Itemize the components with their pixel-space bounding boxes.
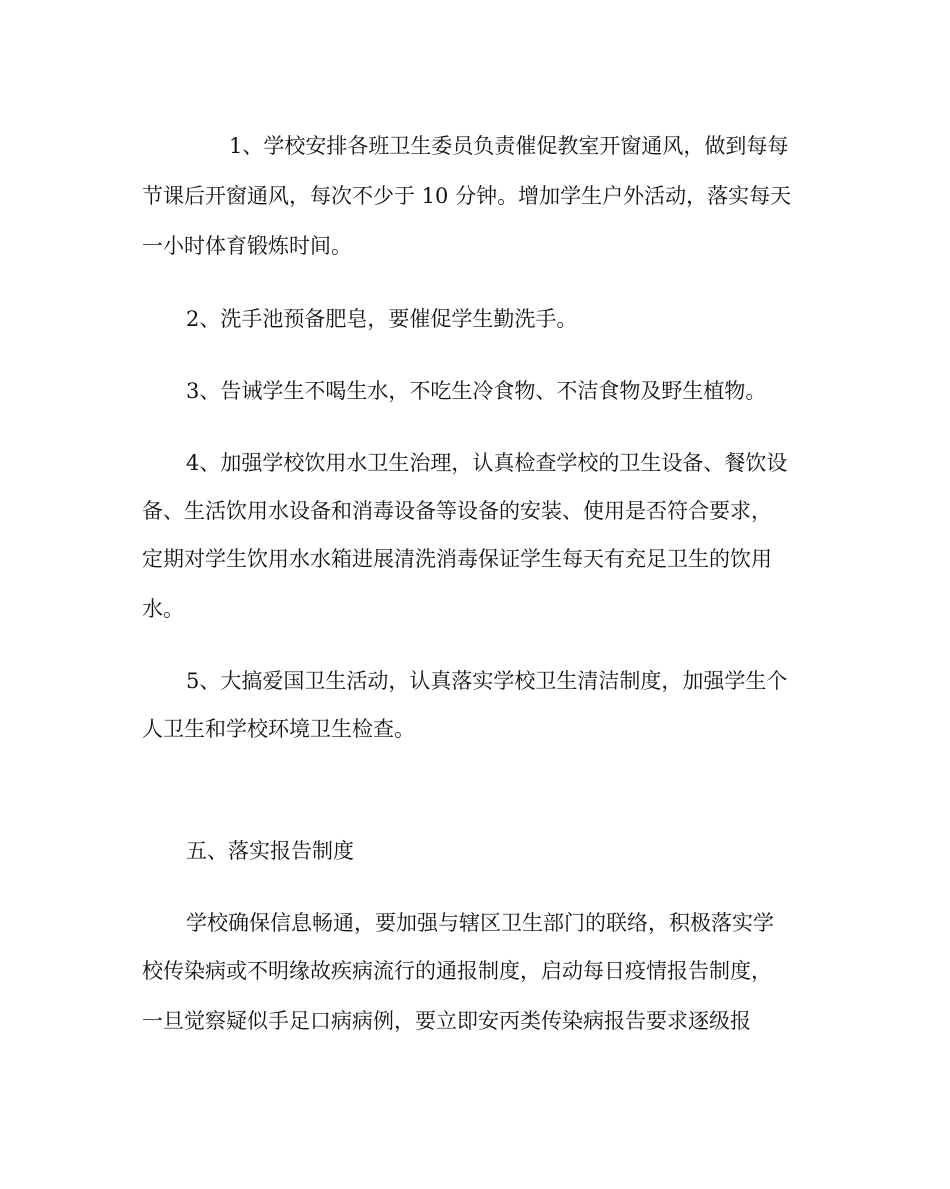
item-4-line-3: 定期对学生饮用水水箱进展清洗消毒保证学生每天有充足卫生的饮用	[142, 547, 772, 571]
item-1-line-1: 1、学校安排各班卫生委员负责催促教室开窗通风，做到每每	[229, 134, 789, 158]
item-3-line-1: 3、告诫学生不喝生水，不吃生冷食物、不洁食物及野生植物。	[186, 379, 767, 403]
item-4-line-4: 水。	[142, 597, 184, 621]
section-heading: 五、落实报告制度	[186, 839, 354, 863]
item-2-line-1: 2、洗手池预备肥皂，要催促学生勤洗手。	[186, 307, 578, 331]
section-body-line-2: 校传染病或不明缘故疾病流行的通报制度，启动每日疫情报告制度，	[142, 959, 772, 983]
item-5-line-2: 人卫生和学校环境卫生检查。	[142, 717, 415, 741]
item-1-line-2: 节课后开窗通风，每次不少于 10 分钟。增加学生户外活动，落实每天	[142, 184, 792, 208]
item-4-line-2: 备、生活饮用水设备和消毒设备等设备的安装、使用是否符合要求，	[142, 499, 772, 523]
section-body-line-3: 一旦觉察疑似手足口病病例，要立即安丙类传染病报告要求逐级报	[142, 1009, 751, 1033]
item-5-line-1: 5、大搞爱国卫生活动，认真落实学校卫生清洁制度，加强学生个	[186, 669, 788, 693]
section-body-line-1: 学校确保信息畅通，要加强与辖区卫生部门的联络，积极落实学	[186, 911, 774, 935]
item-1-line-3: 一小时体育锻炼时间。	[142, 234, 352, 258]
item-4-line-1: 4、加强学校饮用水卫生治理，认真检查学校的卫生设备、餐饮设	[186, 451, 788, 475]
